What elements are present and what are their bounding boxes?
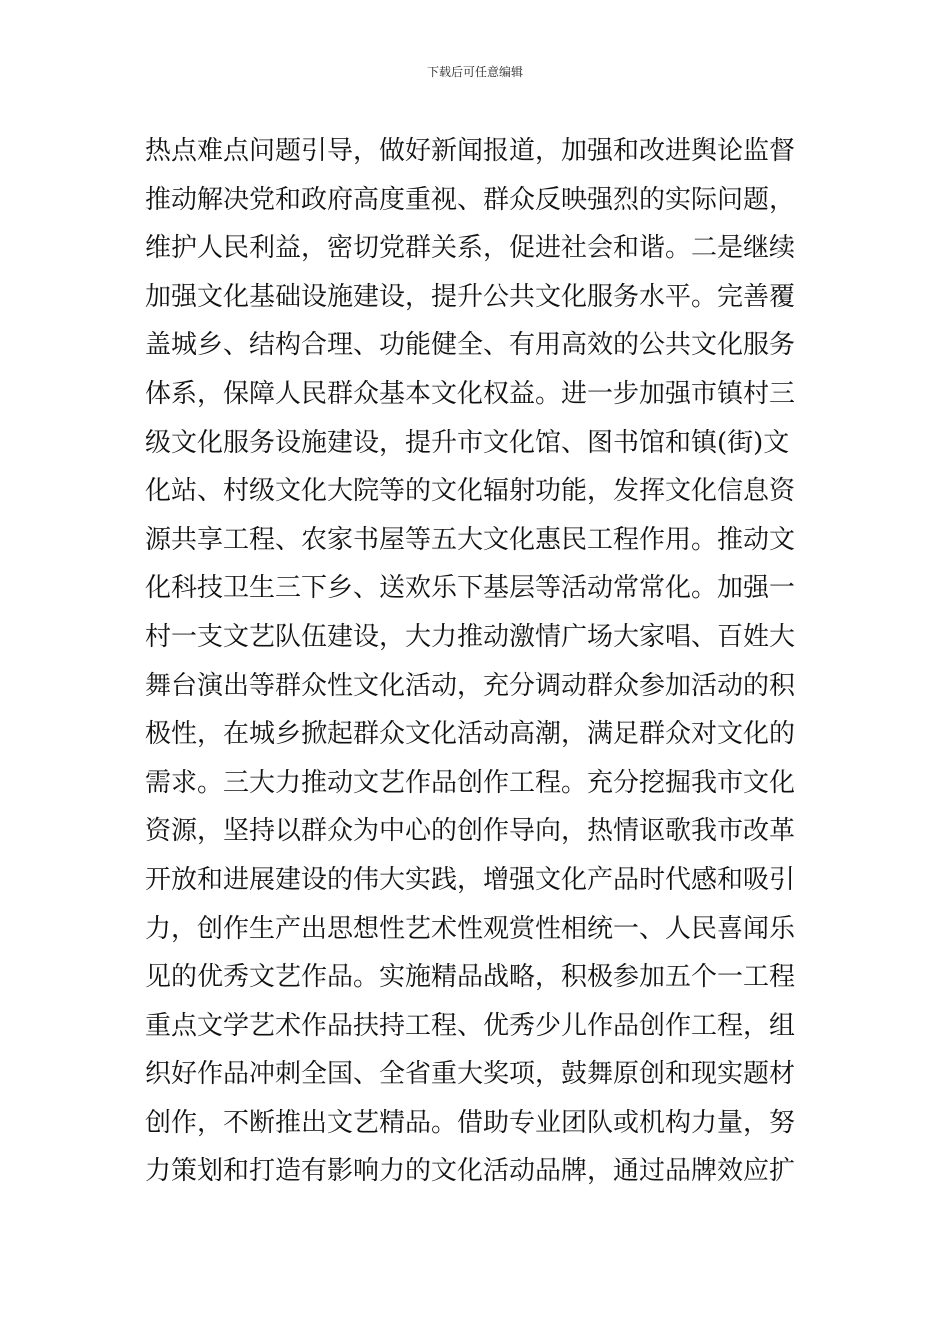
text-line: 见的优秀文艺作品。实施精品战略，积极参加五个一工程 [145, 962, 796, 993]
text-line: 加强文化基础设施建设，提升公共文化服务水平。完善覆 [145, 281, 796, 312]
text-line: 资源，坚持以群众为中心的创作导向，热情讴歌我市改革 [145, 816, 796, 847]
page-header: 下载后可任意编辑 [426, 65, 523, 79]
text-line: 舞台演出等群众性文化活动，充分调动群众参加活动的积 [145, 670, 796, 701]
text-line: 村一支文艺队伍建设，大力推动激情广场大家唱、百姓大 [145, 621, 796, 652]
text-line: 创作，不断推出文艺精品。借助专业团队或机构力量，努 [145, 1107, 796, 1138]
text-line: 极性，在城乡掀起群众文化活动高潮，满足群众对文化的 [145, 719, 796, 750]
text-line: 力策划和打造有影响力的文化活动品牌，通过品牌效应扩 [145, 1156, 796, 1187]
text-line: 重点文学艺术作品扶持工程、优秀少儿作品创作工程，组 [145, 1010, 796, 1041]
text-line: 需求。三大力推动文艺作品创作工程。充分挖掘我市文化 [145, 767, 796, 798]
text-line: 推动解决党和政府高度重视、群众反映强烈的实际问题， [145, 184, 796, 215]
text-line: 级文化服务设施建设，提升市文化馆、图书馆和镇(街)文 [145, 427, 790, 458]
text-line: 织好作品冲刺全国、全省重大奖项，鼓舞原创和现实题材 [145, 1059, 796, 1090]
text-line: 源共享工程、农家书屋等五大文化惠民工程作用。推动文 [145, 524, 796, 555]
text-line: 维护人民利益，密切党群关系，促进社会和谐。二是继续 [145, 233, 796, 264]
text-line: 盖城乡、结构合理、功能健全、有用高效的公共文化服务 [145, 330, 796, 361]
text-line: 化站、村级文化大院等的文化辐射功能，发挥文化信息资 [145, 476, 796, 507]
text-line: 热点难点问题引导，做好新闻报道，加强和改进舆论监督 [145, 136, 796, 166]
body-text [145, 127, 810, 1196]
text-line: 力，创作生产出思想性艺术性观赏性相统一、人民喜闻乐 [145, 913, 796, 944]
text-line: 开放和进展建设的伟大实践，增强文化产品时代感和吸引 [145, 864, 796, 895]
text-line: 化科技卫生三下乡、送欢乐下基层等活动常常化。加强一 [145, 573, 796, 604]
text-line: 体系，保障人民群众基本文化权益。进一步加强市镇村三 [145, 378, 796, 409]
